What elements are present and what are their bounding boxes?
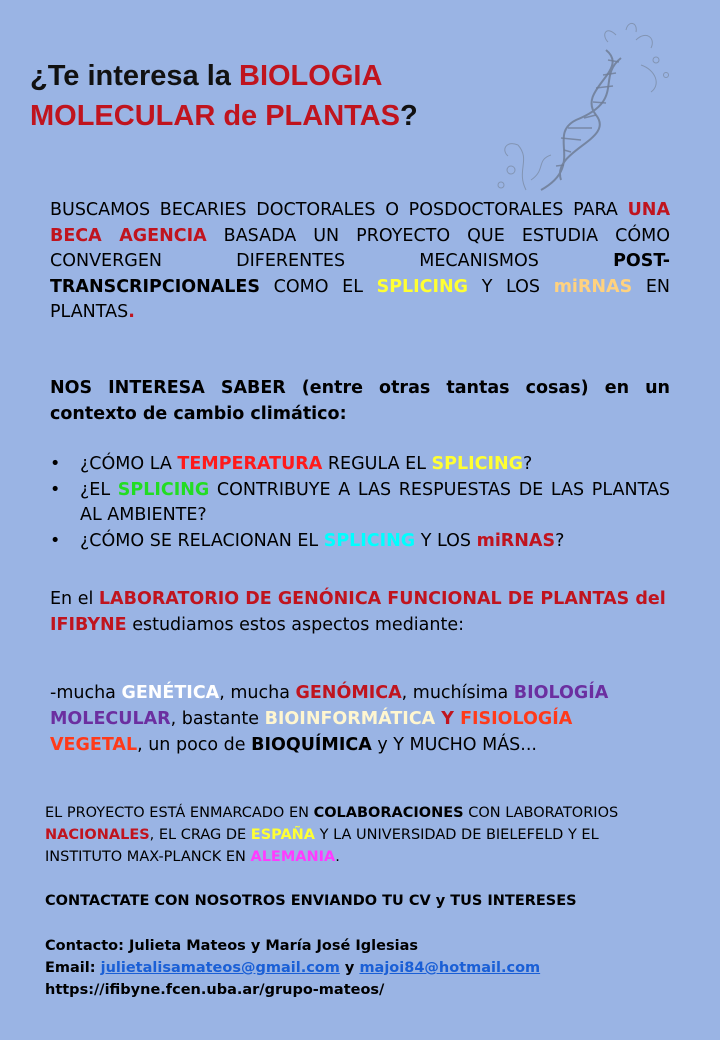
temperatura-highlight: TEMPERATURA	[177, 454, 323, 474]
methods-text: , muchísima	[401, 683, 514, 703]
email-label: Email:	[45, 960, 101, 976]
intro-text: COMO EL	[260, 276, 377, 297]
intro-text: EN PLANTAS	[50, 276, 670, 322]
mirnas-highlight: miRNAS	[476, 530, 556, 551]
intro-text: BUSCAMOS BECARIES DOCTORALES O POSDOCTORALES PARA	[50, 200, 628, 220]
methods-connector: Y	[435, 709, 461, 729]
question-text: ?	[523, 454, 533, 474]
list-item	[50, 452, 670, 478]
bioinformatica-highlight: BIOINFORMÁTICA	[264, 709, 436, 729]
title-text: ¿Te interesa la	[30, 60, 239, 92]
lab-paragraph	[50, 587, 670, 638]
question-text: CONTRIBUYE A LAS RESPUESTAS DE LAS PLANTAS AL AMBIENTE?	[80, 479, 670, 525]
intro-text: BASADA UN PROYECTO QUE ESTUDIA CÓMO CONVERGEN DIFERENTES MECANISMOS	[50, 225, 670, 271]
biologia-molecular-highlight: BIOLOGÍA MOLECULAR	[50, 683, 609, 729]
contact-names: Contacto: Julieta Mateos y María José Iglesias	[45, 938, 418, 954]
dna-helix-icon	[456, 20, 686, 200]
list-item	[50, 478, 670, 529]
methods-text: , mucha	[219, 683, 296, 703]
methods-text: , un poco de	[137, 735, 252, 755]
mirnas-highlight: miRNAS	[553, 276, 633, 297]
email-link-majo[interactable]: majoi84@hotmail.com	[359, 960, 541, 976]
splicing-highlight: SPLICING	[431, 454, 524, 474]
bioquimica-highlight: BIOQUÍMICA	[251, 735, 372, 755]
espana-highlight: ESPAÑA	[250, 827, 316, 843]
list-item	[50, 529, 670, 555]
genomica-highlight: GENÓMICA	[295, 683, 402, 703]
website-url[interactable]: https://ifibyne.fcen.uba.ar/grupo-mateos/	[45, 982, 385, 998]
bullet-icon: •	[50, 479, 61, 500]
intro-paragraph	[50, 198, 670, 326]
beca-agencia-highlight: UNA BECA AGENCIA	[50, 200, 670, 246]
splicing-highlight: SPLICING	[117, 479, 210, 500]
title-highlight: BIOLOGIA	[239, 60, 383, 92]
project-text: , EL CRAG DE	[149, 827, 251, 843]
nacionales-highlight: NACIONALES	[45, 827, 150, 843]
genetica-highlight: GENÉTICA	[121, 683, 220, 703]
questions-list	[50, 452, 670, 554]
title-highlight: MOLECULAR de PLANTAS	[30, 100, 401, 132]
cta-text: CONTACTATE CON NOSOTROS ENVIANDO TU CV y TUS INTERESES	[45, 893, 577, 909]
splicing-highlight: SPLICING	[376, 276, 469, 297]
post-transcripcionales-highlight: POST-TRANSCRIPCIONALES	[50, 251, 670, 297]
splicing-highlight: SPLICING	[323, 530, 416, 551]
intro-period: .	[128, 302, 135, 322]
email-link-julieta[interactable]: julietalisamateos@gmail.com	[100, 960, 340, 976]
question-text: ¿EL	[80, 479, 118, 500]
methods-text: -mucha	[50, 683, 122, 703]
fisiologia-vegetal-highlight: FISIOLOGÍA VEGETAL	[50, 709, 573, 755]
title-text: ?	[400, 100, 418, 132]
colaboraciones-highlight: COLABORACIONES	[313, 805, 464, 821]
project-text: EL PROYECTO ESTÁ ENMARCADO EN	[45, 805, 314, 821]
lab-text: En el	[50, 589, 99, 609]
interest-paragraph: NOS INTERESA SABER (entre otras tantas cosas) en un contexto de cambio climático:	[50, 378, 670, 424]
project-text: Y LA UNIVERSIDAD DE BIELEFELD Y EL INSTITUTO MAX-PLANCK EN	[45, 827, 599, 865]
page-title	[30, 56, 490, 136]
project-paragraph	[45, 802, 675, 868]
contact-emails	[45, 957, 675, 979]
question-text: ?	[555, 530, 565, 551]
methods-text: y Y MUCHO MÁS...	[371, 735, 537, 755]
question-text: ¿CÓMO SE RELACIONAN EL	[80, 530, 324, 551]
project-text: CON LABORATORIOS	[463, 805, 619, 821]
question-text: Y LOS	[415, 530, 477, 551]
methods-paragraph	[50, 680, 670, 758]
lab-name-highlight: LABORATORIO DE GENÓNICA FUNCIONAL DE PLANTAS del IFIBYNE	[50, 589, 666, 635]
intro-text: Y LOS	[468, 276, 554, 297]
question-text: REGULA EL	[322, 454, 432, 474]
contact-block	[45, 935, 675, 1001]
question-text: ¿CÓMO LA	[80, 454, 178, 474]
lab-text: estudiamos estos aspectos mediante:	[126, 614, 465, 635]
methods-text: , bastante	[170, 709, 265, 729]
project-text: .	[335, 849, 340, 865]
email-separator: y	[339, 960, 360, 976]
bullet-icon: •	[50, 530, 61, 551]
alemania-highlight: ALEMANIA	[250, 849, 336, 865]
bullet-icon: •	[50, 454, 61, 474]
